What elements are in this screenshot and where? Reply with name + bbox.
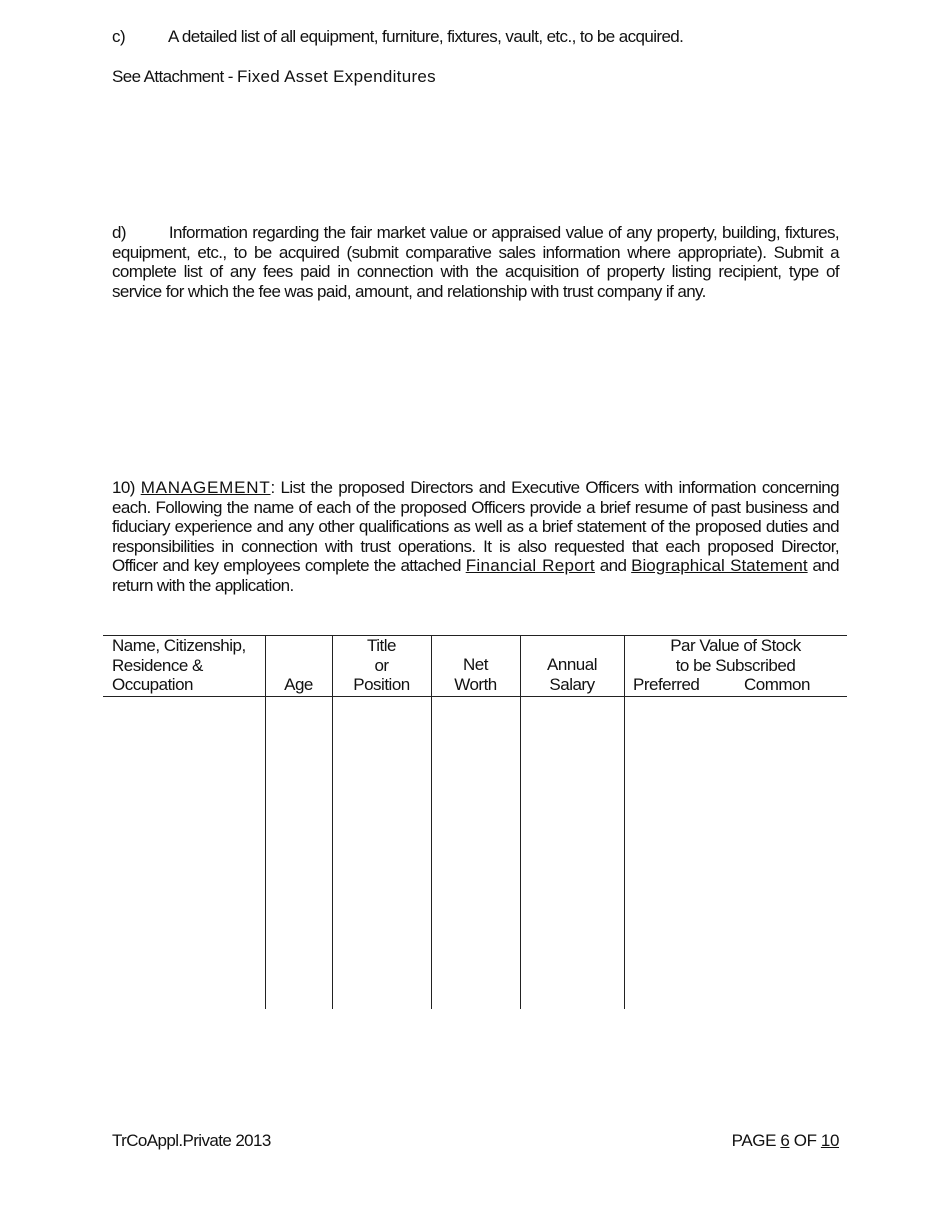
header-par-value xyxy=(624,636,847,675)
header-title-position xyxy=(332,636,431,695)
section-d-text: Information regarding the fair market value or appraised value of any property, building, fixtures, equipment, etc., to be acquired (submit comparative sales information where appropriate). Submit a complete list of any fees paid in connection with the acquisition of property listing recipient, type of service for which the fee was paid, amount, and relationship with trust company if any. xyxy=(112,223,839,301)
heading-colon: : xyxy=(270,478,275,497)
header-name-line-1: Name, Citizenship, xyxy=(112,636,246,655)
header-name-line-2: Residence & xyxy=(112,655,203,675)
current-page: 6 xyxy=(780,1131,790,1150)
header-title-line-2: or xyxy=(374,655,389,675)
footer-form-id: TrCoAppl.Private 2013 xyxy=(112,1131,271,1150)
header-annual-salary xyxy=(520,655,624,694)
header-preferred: Preferred xyxy=(633,675,700,694)
header-salary-line-1: Annual xyxy=(547,655,597,674)
header-net-worth-line-2: Worth xyxy=(454,674,497,694)
header-par-value-line-2: to be Subscribed xyxy=(675,655,796,675)
page-of: OF xyxy=(789,1131,821,1150)
section-c xyxy=(112,27,842,47)
section-d-label: d) xyxy=(112,223,126,242)
attachment-prefix: See Attachment - xyxy=(112,67,237,86)
header-title-line-1: Title xyxy=(367,636,396,655)
section-d xyxy=(112,223,839,301)
header-age xyxy=(265,675,332,695)
section-10-management xyxy=(112,478,839,595)
header-salary-line-2: Salary xyxy=(549,674,595,694)
header-name-line-3: Occupation xyxy=(112,675,193,694)
header-common: Common xyxy=(744,675,810,694)
header-age-label: Age xyxy=(284,675,313,694)
management-heading: MANAGEMENT xyxy=(140,478,271,497)
total-pages: 10 xyxy=(820,1131,839,1150)
section-10-number: 10) xyxy=(112,478,135,497)
section-10-text-2: and return with the application. xyxy=(112,556,839,595)
page-prefix: PAGE xyxy=(731,1131,781,1150)
financial-report-link[interactable]: Financial Report xyxy=(465,556,595,575)
section-10-text-1: List the proposed Directors and Executive Officers with information concerning each. Following the name of each of the proposed Officers provide a brief resume of past business and fiduciary experience and any other qualifications as well as a brief statement of the proposed duties and responsibilities in connection with trust operations. It is also requested that each proposed Director, Officer and key employees complete the attached xyxy=(112,478,839,575)
header-net-worth xyxy=(431,655,520,694)
column-divider xyxy=(624,635,625,1009)
section-c-text: A detailed list of all equipment, furniture, fixtures, vault, etc., to be acquired. xyxy=(168,27,684,46)
header-name-citizenship xyxy=(112,636,262,695)
footer-page-number xyxy=(600,1131,839,1151)
management-table xyxy=(103,635,847,1011)
header-net-worth-line-1: Net xyxy=(463,655,488,674)
attachment-reference xyxy=(112,67,712,87)
table-header-border xyxy=(103,696,847,697)
and-text: and xyxy=(594,556,632,575)
header-title-line-3: Position xyxy=(353,675,410,694)
biographical-statement-link[interactable]: Biographical Statement xyxy=(631,556,808,575)
header-par-value-line-1: Par Value of Stock xyxy=(670,636,801,655)
attachment-name: Fixed Asset Expenditures xyxy=(236,67,436,86)
section-c-label: c) xyxy=(112,27,126,46)
